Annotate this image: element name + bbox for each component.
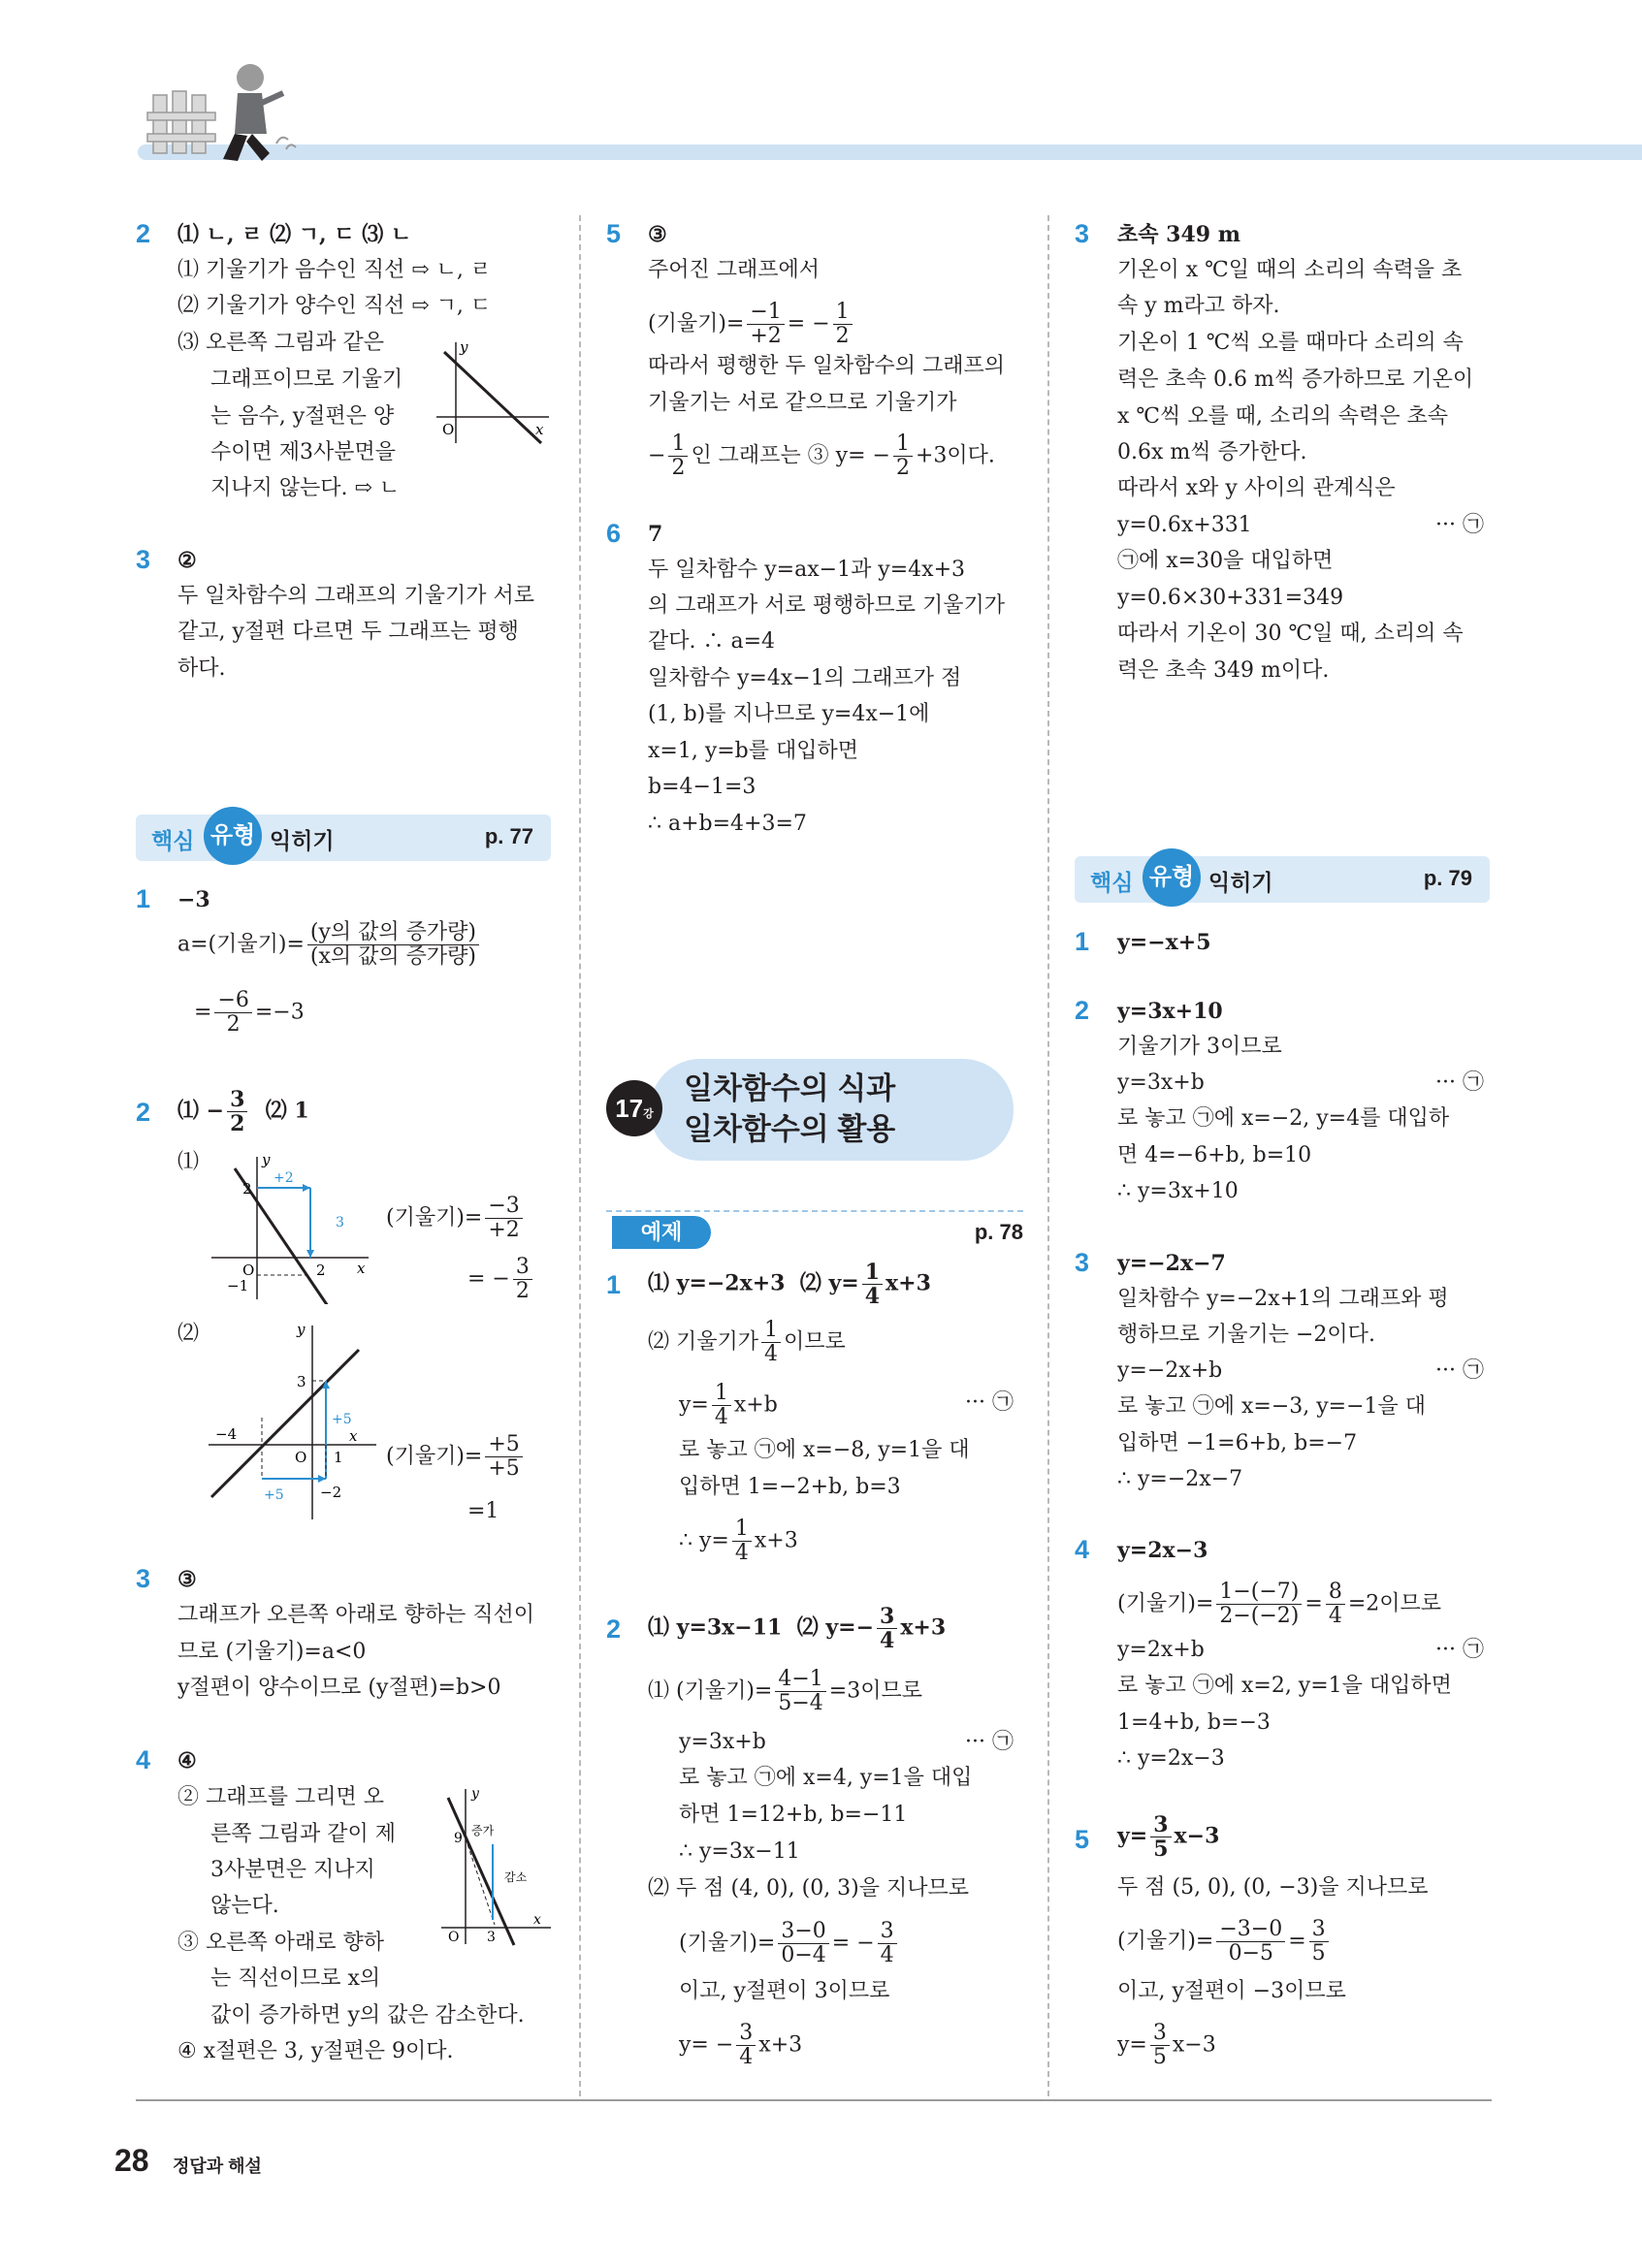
text-line: 행하므로 기울기는 −2이다. [1117,1323,1375,1347]
q-number: 1 [1075,927,1090,956]
text-line: ⑴ 기울기가 음수인 직선 ⇨ ㄴ, ㄹ [177,258,492,282]
equation-marker: ··· ㉠ [1435,1070,1484,1095]
section-banner-p79 [1075,856,1490,903]
formula-line: y= $\frac{3}{5}$ x−3 [1117,2021,1216,2069]
graph-b2-2 [204,1321,378,1524]
q-answer: ③ [177,1567,197,1592]
q-number: 4 [136,1745,151,1774]
text-line: y=3x+b [1117,1070,1205,1095]
q-number: 2 [136,219,151,248]
text-line: ④ x절편은 3, y절편은 9이다. [177,2039,454,2063]
text-line: 로 놓고 ㉠에 x=4, y=1을 대입 [679,1766,973,1790]
text-line: 이고, y절편이 −3이므로 [1117,1979,1346,2003]
tick-label: 1 [334,1449,343,1466]
equation-marker: ··· ㉠ [1435,1358,1484,1383]
text-line: 기울기는 서로 같으므로 기울기가 [648,391,957,415]
x-axis-label: x [357,1260,366,1277]
q-number: 6 [606,519,622,548]
example-tag: 예제 [612,1216,711,1249]
q-number: 5 [1075,1825,1090,1854]
formula-line: (기울기)= $\frac{-1}{+2}$ = − $\frac{1}{2}$ [648,301,855,348]
formula-line: ⑵ 기울기가 $\frac{1}{4}$ 이므로 [648,1318,846,1366]
q-answer: y=−x+5 [1117,930,1211,955]
text-line: 기온이 x ℃일 때의 소리의 속력을 초 [1117,258,1463,282]
gardener-illustration [145,56,301,165]
banner-page: p. 77 [484,824,533,848]
q-answer: ⑴ ㄴ, ㄹ ⑵ ㄱ, ㄷ ⑶ ㄴ [177,222,412,247]
formula-line: a=(기울기)= $\frac{\text{(y의 값의 증가량)}}{\text{(x의 값의 증가량)}}$ [177,921,482,969]
graph-b4 [436,1784,553,1949]
q-answer: 7 [648,522,663,547]
footer-rule [136,2099,1492,2101]
header-band [138,144,1642,160]
q-answer: y=−2x−7 [1117,1251,1226,1276]
q-number: 3 [136,1564,151,1593]
q-number: 2 [1075,996,1090,1025]
x-axis-label: x [533,1912,541,1928]
formula-line: (기울기)= $\frac{-3-0}{0-5}$ = $\frac{3}{5}$ [1117,1918,1332,1965]
x-intercept-label: 2 [316,1262,326,1279]
y-intercept-label: 2 [242,1180,252,1198]
q-answer: ⑴ − $\frac{3}{2}$ ⑵ 1 [177,1087,309,1136]
decrease-label: 감소 [504,1870,528,1884]
slope-formula: =1 [467,1499,499,1523]
text-line: ∴ y=2x−3 [1117,1746,1225,1771]
q-number: 3 [1075,219,1090,248]
text-line: 수이면 제3사분면을 [210,440,397,464]
text-line: ⑶ 오른쪽 그림과 같은 [177,331,384,355]
text-line: 0.6x m씩 증가한다. [1117,440,1307,464]
text-line: 따라서 평행한 두 일차함수의 그래프의 [648,354,1006,378]
equation-marker: ··· ㉠ [965,1390,1014,1415]
banner-pill: 유형 [1143,848,1201,907]
text-line: 두 일차함수의 그래프의 기울기가 서로 [177,584,535,608]
banner-label: 핵심 [151,828,195,853]
y-axis-label: y [262,1151,271,1168]
text-line: 입하면 −1=6+b, b=−7 [1117,1431,1358,1455]
q-number: 5 [606,219,622,248]
q-answer: y= $\frac{3}{5}$ x−3 [1117,1812,1220,1862]
text-line: 그래프가 오른쪽 아래로 향하는 직선이 [177,1603,535,1627]
text-line: ㉠에 x=30을 대입하면 [1117,549,1334,573]
text-line: 입하면 1=−2+b, b=3 [679,1475,901,1499]
q-number: 3 [1075,1248,1090,1277]
q-number: 3 [136,545,151,574]
text-line: 1=4+b, b=−3 [1117,1710,1271,1735]
text-line: 는 음수, y절편은 양 [210,404,395,429]
text-line: 로 놓고 ㉠에 x=−3, y=−1을 대 [1117,1394,1427,1419]
text-line: y=−2x+b [1117,1358,1223,1383]
column-separator-1 [579,215,581,2096]
text-line: 값이 증가하면 y의 값은 감소한다. [210,2003,525,2028]
banner-pill: 유형 [204,807,262,865]
text-line: 두 점 (5, 0), (0, −3)을 지나므로 [1117,1875,1429,1900]
tick-label: −1 [227,1277,249,1294]
q-answer: y=2x−3 [1117,1538,1208,1563]
text-line: 일차함수 y=4x−1의 그래프가 점 [648,666,962,690]
x-intercept-label: −4 [215,1425,238,1443]
text-line: 3사분면은 지나지 [210,1858,375,1882]
origin-label: O [448,1930,460,1945]
q-answer: ④ [177,1748,197,1773]
formula-line: y= $\frac{1}{4}$ x+b [679,1381,778,1429]
banner-page: p. 79 [1423,866,1472,890]
part-label: ⑵ [177,1322,200,1346]
banner-label: 핵심 [1090,870,1134,895]
text-line: y절편이 양수이므로 (y절편)=b>0 [177,1676,501,1700]
text-line: 른쪽 그림과 같이 제 [210,1822,396,1846]
origin-label: O [442,421,455,438]
column-separator-2 [1047,215,1049,2096]
part-label: ⑴ [177,1150,200,1174]
text-line: 는 직선이므로 x의 [210,1966,381,1991]
formula-line: = $\frac{-6}{2}$ =−3 [194,988,305,1037]
rise-label: +5 [332,1412,352,1427]
formula-line: y= − $\frac{3}{4}$ x+3 [679,2021,803,2069]
q-answer: ⑴ y=3x−11 ⑵ y=− $\frac{3}{4}$ x+3 [648,1604,947,1653]
example-page: p. 78 [974,1220,1023,1244]
q-answer: y=3x+10 [1117,999,1223,1024]
q-number: 1 [136,884,151,913]
y-axis-label: y [297,1321,306,1338]
graph-q2 [427,335,553,451]
section-banner-p77 [136,815,551,861]
text-line: y=0.6×30+331=349 [1117,586,1344,610]
q-answer: ② [177,548,197,573]
slope-formula: = − $\frac{3}{2}$ [467,1256,535,1303]
equation-marker: ··· ㉠ [965,1730,1014,1754]
q-number: 1 [606,1270,622,1299]
text-line: 하다. [177,656,226,681]
q-answer: ③ [648,222,667,247]
q-answer: ⑴ y=−2x+3 ⑵ y= $\frac{1}{4}$ x+3 [648,1260,931,1309]
text-line: 로 놓고 ㉠에 x=2, y=1을 대입하면 [1117,1674,1452,1698]
x-axis-label: x [349,1427,358,1445]
text-line: 력은 초속 0.6 m씩 증가하므로 기온이 [1117,367,1474,392]
text-line: 기울기가 3이므로 [1117,1035,1282,1059]
x-intercept-label: 3 [487,1930,496,1945]
x-axis-label: x [535,421,544,438]
origin-label: O [295,1449,307,1466]
lesson-title: 일차함수의 식과 일차함수의 활용 [684,1071,896,1146]
text-line: 주어진 그래프에서 [648,258,821,282]
text-line: 두 일차함수 y=ax−1과 y=4x+3 [648,558,966,582]
text-line: ⑵ 기울기가 양수인 직선 ⇨ ㄱ, ㄷ [177,294,492,318]
run-label: +5 [264,1487,284,1503]
slope-formula: (기울기)= $\frac{+5}{+5}$ [386,1433,526,1481]
text-line: ∴ a+b=4+3=7 [648,812,807,836]
formula-line: (기울기)= $\frac{3-0}{0-4}$ = − $\frac{3}{4}$ [679,1920,900,1967]
text-line: 지나지 않는다. ⇨ ㄴ [210,476,401,500]
text-line: ∴ y=3x−11 [679,1839,800,1864]
text-line: ③ 오른쪽 아래로 향하 [177,1931,384,1955]
origin-label: O [242,1262,255,1279]
y-intercept-label: 3 [297,1373,306,1390]
text-line: 의 그래프가 서로 평행하므로 기울기가 [648,593,1006,618]
q-answer: 초속 349 m [1117,222,1241,247]
text-line: 력은 초속 349 m이다. [1117,658,1330,683]
text-line: y=0.6x+331 [1117,513,1252,537]
tick-label: −2 [320,1484,342,1501]
text-line: 이고, y절편이 3이므로 [679,1979,890,2003]
text-line: 속 y m라고 하자. [1117,294,1280,318]
formula-line: − $\frac{1}{2}$ 인 그래프는 ③ y= − $\frac{1}{2}$ +3이다. [648,431,995,480]
text-line: 므로 (기울기)=a<0 [177,1640,367,1664]
text-line: 같다. ∴ a=4 [648,629,776,654]
example-divider [606,1210,1023,1212]
banner-title: 익히기 [1208,870,1273,895]
text-line: 그래프이므로 기울기 [210,367,403,392]
text-line: 따라서 기온이 30 ℃일 때, 소리의 속 [1117,622,1464,646]
formula-line: ⑴ (기울기)= $\frac{4-1}{5-4}$ =3이므로 [648,1667,922,1715]
text-line: ② 그래프를 그리면 오 [177,1785,384,1809]
banner-title: 익히기 [270,828,335,853]
text-line: 로 놓고 ㉠에 x=−8, y=1을 대 [679,1438,970,1462]
text-line: 하면 1=12+b, b=−11 [679,1803,908,1827]
q-number: 2 [136,1098,151,1127]
equation-marker: ··· ㉠ [1435,513,1484,537]
page-number: 28 [114,2143,149,2178]
q-number: 4 [1075,1535,1090,1564]
run-label: 3 [336,1215,344,1230]
formula-line: (기울기)= $\frac{1-(-7)}{2-(-2)}$ = $\frac{8}{4}$ =2이므로 [1117,1580,1442,1628]
graph-b2-1 [204,1149,373,1304]
formula-line: ∴ y= $\frac{1}{4}$ x+3 [679,1517,798,1565]
text-line: x=1, y=b를 대입하면 [648,739,859,763]
text-line: ∴ y=3x+10 [1117,1179,1239,1203]
q-number: 2 [606,1614,622,1644]
text-line: (1, b)를 지나므로 y=4x−1에 [648,702,930,726]
equation-marker: ··· ㉠ [1435,1638,1484,1662]
y-axis-label: y [460,338,468,356]
example-bar [606,1210,1023,1249]
text-line: 로 놓고 ㉠에 x=−2, y=4를 대입하 [1117,1106,1450,1131]
text-line: ⑵ 두 점 (4, 0), (0, 3)을 지나므로 [648,1876,970,1901]
text-line: 일차함수 y=−2x+1의 그래프와 평 [1117,1287,1449,1311]
text-line: x ℃씩 오를 때, 소리의 속력은 초속 [1117,404,1448,429]
text-line: b=4−1=3 [648,775,757,799]
text-line: 따라서 x와 y 사이의 관계식은 [1117,476,1396,500]
rise-label: +2 [274,1170,294,1186]
text-line: y=2x+b [1117,1638,1205,1662]
increase-label: 증가 [471,1824,495,1837]
text-line: 같고, y절편 다르면 두 그래프는 평행 [177,620,519,644]
book-title: 정답과 해설 [173,2156,262,2176]
q-answer: −3 [177,887,210,912]
lesson-number-badge: 17강 [606,1080,662,1136]
y-axis-label: y [471,1786,479,1802]
lesson-header [606,1059,1023,1166]
y-intercept-label: 9 [454,1831,463,1846]
text-line: 면 4=−6+b, b=10 [1117,1143,1312,1167]
slope-formula: (기울기)= $\frac{-3}{+2}$ [386,1195,526,1242]
text-line: 기온이 1 ℃씩 오를 때마다 소리의 속 [1117,331,1464,355]
text-line: y=3x+b [679,1730,766,1754]
text-line: 않는다. [210,1894,279,1918]
text-line: ∴ y=−2x−7 [1117,1467,1243,1491]
